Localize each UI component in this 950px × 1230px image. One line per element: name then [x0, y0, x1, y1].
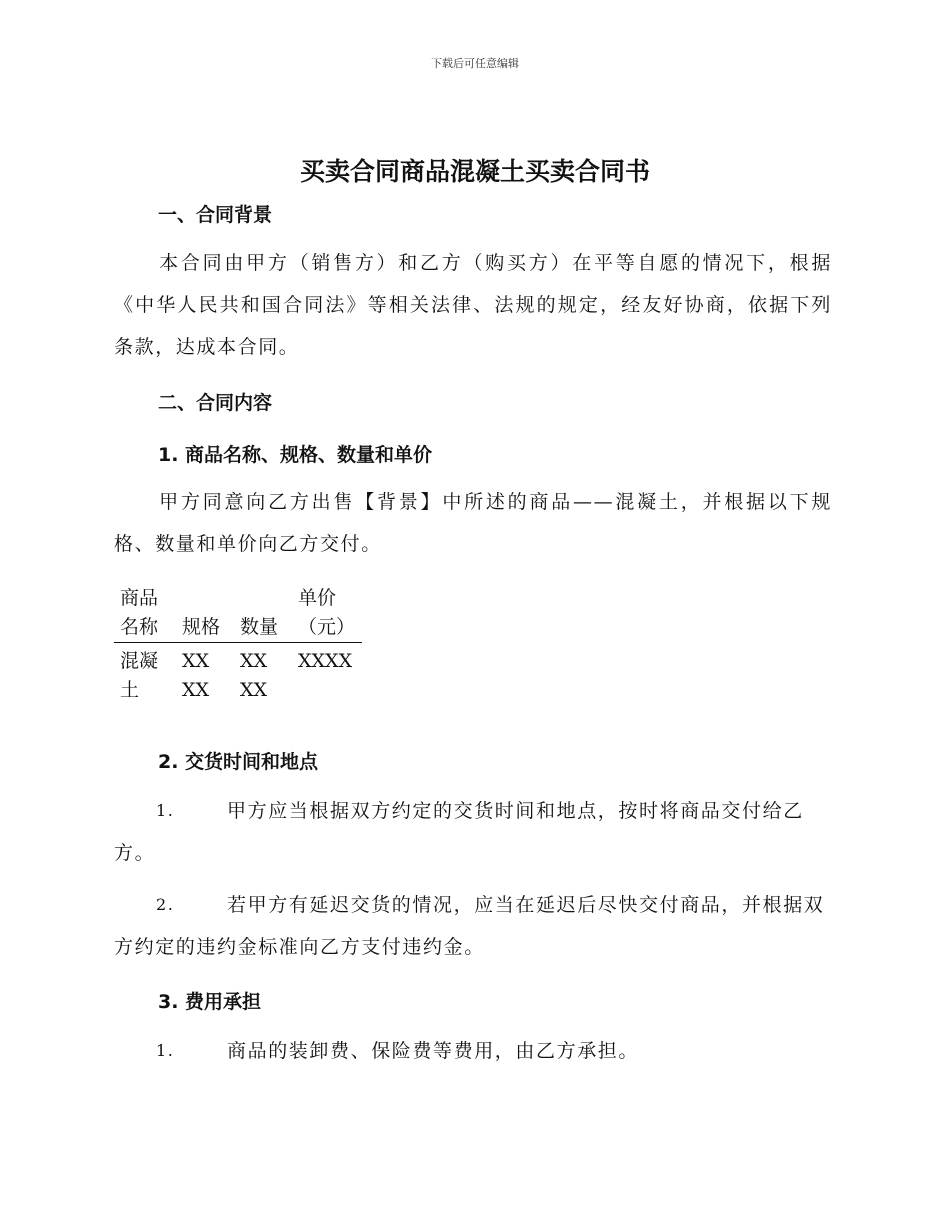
table-row [114, 643, 362, 706]
goods-table [114, 584, 362, 705]
list-item [114, 790, 832, 874]
list-item-number: 1. [156, 1041, 175, 1060]
list-item-number: 1. [156, 801, 175, 820]
table-header-cell: 规格 [182, 616, 221, 638]
section-heading-content: 二、合同内容 [158, 392, 273, 414]
background-paragraph [114, 242, 832, 368]
goods-paragraph [114, 481, 832, 565]
table-cell: XX XX [182, 650, 210, 701]
table-header-cell: 数量 [240, 616, 279, 638]
table-header-cell: 商品名称 [120, 587, 159, 638]
subsection-heading-costs: 3. 费用承担 [158, 991, 262, 1013]
table-cell: 混凝土 [120, 650, 159, 701]
page-header-note: 下载后可任意编辑 [431, 57, 519, 70]
list-item-text: 若甲方有延迟交货的情况，应当在延迟后尽快交付商品，并根据双方约定的违约金标准向乙方支付违约金。 [114, 894, 825, 958]
subsection-heading-delivery: 2. 交货时间和地点 [158, 751, 319, 773]
list-item [114, 884, 832, 968]
table-header-row [114, 584, 362, 643]
list-item [114, 1030, 832, 1072]
list-item-text: 商品的装卸费、保险费等费用，由乙方承担。 [227, 1040, 640, 1062]
list-item-text: 甲方应当根据双方约定的交货时间和地点，按时将商品交付给乙方。 [114, 800, 804, 864]
table-cell: XX XX [240, 650, 268, 701]
table-header-cell: 单价（元） [298, 587, 356, 638]
subsection-heading-goods: 1. 商品名称、规格、数量和单价 [158, 444, 433, 466]
document-title: 买卖合同商品混凝土买卖合同书 [299, 157, 650, 186]
list-item-number: 2. [156, 895, 175, 914]
table-cell: XXXX [298, 650, 353, 672]
background-paragraph-text: 本合同由甲方（销售方）和乙方（购买方）在平等自愿的情况下，根据《中华人民共和国合同法》等相关法律、法规的规定，经友好协商，依据下列条款，达成本合同。 [114, 252, 832, 358]
section-heading-background: 一、合同背景 [158, 204, 273, 226]
goods-paragraph-text: 甲方同意向乙方出售【背景】中所述的商品——混凝土，并根据以下规格、数量和单价向乙方交付。 [114, 491, 832, 555]
